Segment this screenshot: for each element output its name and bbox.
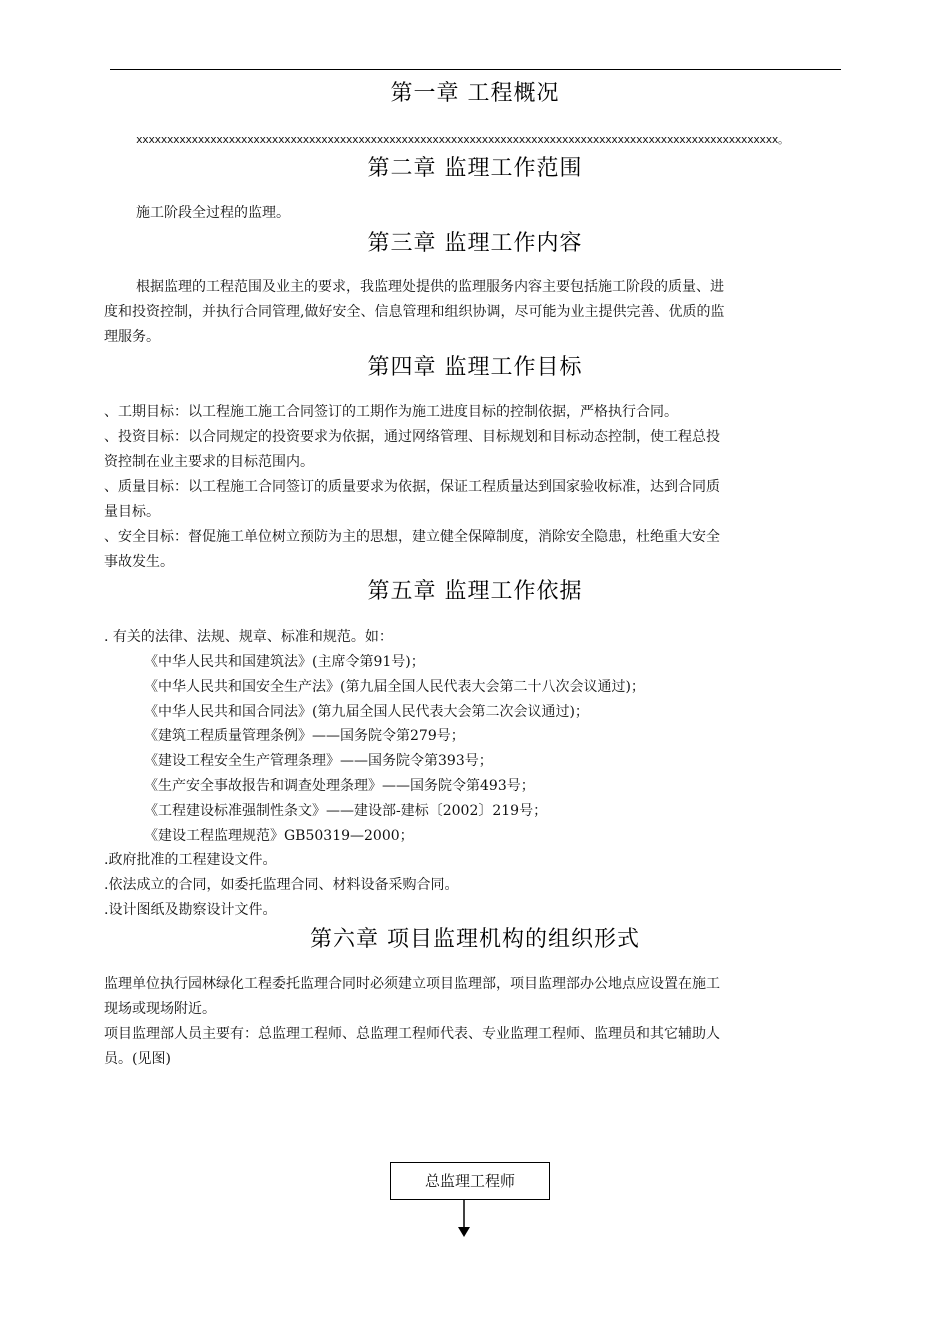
law-item: 《中华人民共和国建筑法》(主席令第91号)； <box>144 654 425 670</box>
chapter-1-body: xxxxxxxxxxxxxxxxxxxxxxxxxxxxxxxxxxxxxxxxxxxxxxxxxxxxxxxxxxxxxxxxxxxxxxxxxxxxxxxxxxxxxxxxxxxxxxxxxxxxxxxx。 <box>136 133 789 146</box>
chapter-1-title: 第一章 工程概况 <box>390 81 560 106</box>
chapter-6-line: 现场或现场附近。 <box>104 1001 216 1017</box>
chapter-3-title: 第三章 监理工作内容 <box>367 231 583 256</box>
basis-item: .设计图纸及勘察设计文件。 <box>104 902 277 918</box>
law-item: 《中华人民共和国合同法》(第九届全国人民代表大会第二次会议通过)； <box>144 704 589 720</box>
chapter-5-intro: . 有关的法律、法规、规章、标准和规范。如： <box>104 629 393 645</box>
chapter-3-line: 度和投资控制，并执行合同管理,做好安全、信息管理和组织协调，尽可能为业主提供完善、优质的监 <box>104 304 725 320</box>
chapter-2-body: 施工阶段全过程的监理。 <box>136 205 290 221</box>
chapter-2-title: 第二章 监理工作范围 <box>367 156 583 181</box>
chapter-3-line: 根据监理的工程范围及业主的要求，我监理处提供的监理服务内容主要包括施工阶段的质量、进 <box>136 279 724 295</box>
org-chart-chief-engineer-box: 总监理工程师 <box>390 1162 550 1200</box>
law-item: 《中华人民共和国安全生产法》(第九届全国人民代表大会第二十八次会议通过)； <box>144 679 645 695</box>
chapter-5-title: 第五章 监理工作依据 <box>367 579 583 604</box>
chapter-4-line: 、工期目标：以工程施工施工合同签订的工期作为施工进度目标的控制依据，严格执行合同。 <box>104 404 678 420</box>
law-item: 《工程建设标准强制性条文》——建设部-建标〔2002〕219号； <box>144 803 548 819</box>
header-rule <box>110 69 841 70</box>
chapter-6-title: 第六章 项目监理机构的组织形式 <box>310 927 640 952</box>
chapter-4-line: 量目标。 <box>104 504 160 520</box>
chapter-6-line: 监理单位执行园林绿化工程委托监理合同时必须建立项目监理部，项目监理部办公地点应设置在施工 <box>104 976 720 992</box>
law-item: 《建设工程监理规范》GB50319—2000； <box>144 828 414 844</box>
chapter-6-line: 项目监理部人员主要有：总监理工程师、总监理工程师代表、专业监理工程师、监理员和其它辅助人 <box>104 1026 720 1042</box>
law-item: 《建筑工程质量管理条例》——国务院令第279号； <box>144 728 465 744</box>
chapter-4-title: 第四章 监理工作目标 <box>367 355 583 380</box>
basis-item: .依法成立的合同，如委托监理合同、材料设备采购合同。 <box>104 877 459 893</box>
basis-item: .政府批准的工程建设文件。 <box>104 852 277 868</box>
chapter-4-line: 、投资目标：以合同规定的投资要求为依据，通过网络管理、目标规划和目标动态控制，使工程总投 <box>104 429 720 445</box>
law-item: 《建设工程安全生产管理条理》——国务院令第393号； <box>144 753 493 769</box>
chapter-3-line: 理服务。 <box>104 329 160 345</box>
chapter-6-line: 员。(见图) <box>104 1051 171 1067</box>
chapter-4-line: 事故发生。 <box>104 554 174 570</box>
law-item: 《生产安全事故报告和调查处理条理》——国务院令第493号； <box>144 778 535 794</box>
chapter-4-line: 资控制在业主要求的目标范围内。 <box>104 454 314 470</box>
org-chart-arrow-down-icon <box>453 1199 475 1239</box>
chapter-4-line: 、质量目标：以工程施工合同签订的质量要求为依据，保证工程质量达到国家验收标准，达到合同质 <box>104 479 720 495</box>
chapter-4-line: 、安全目标：督促施工单位树立预防为主的思想，建立健全保障制度，消除安全隐患，杜绝重大安全 <box>104 529 720 545</box>
